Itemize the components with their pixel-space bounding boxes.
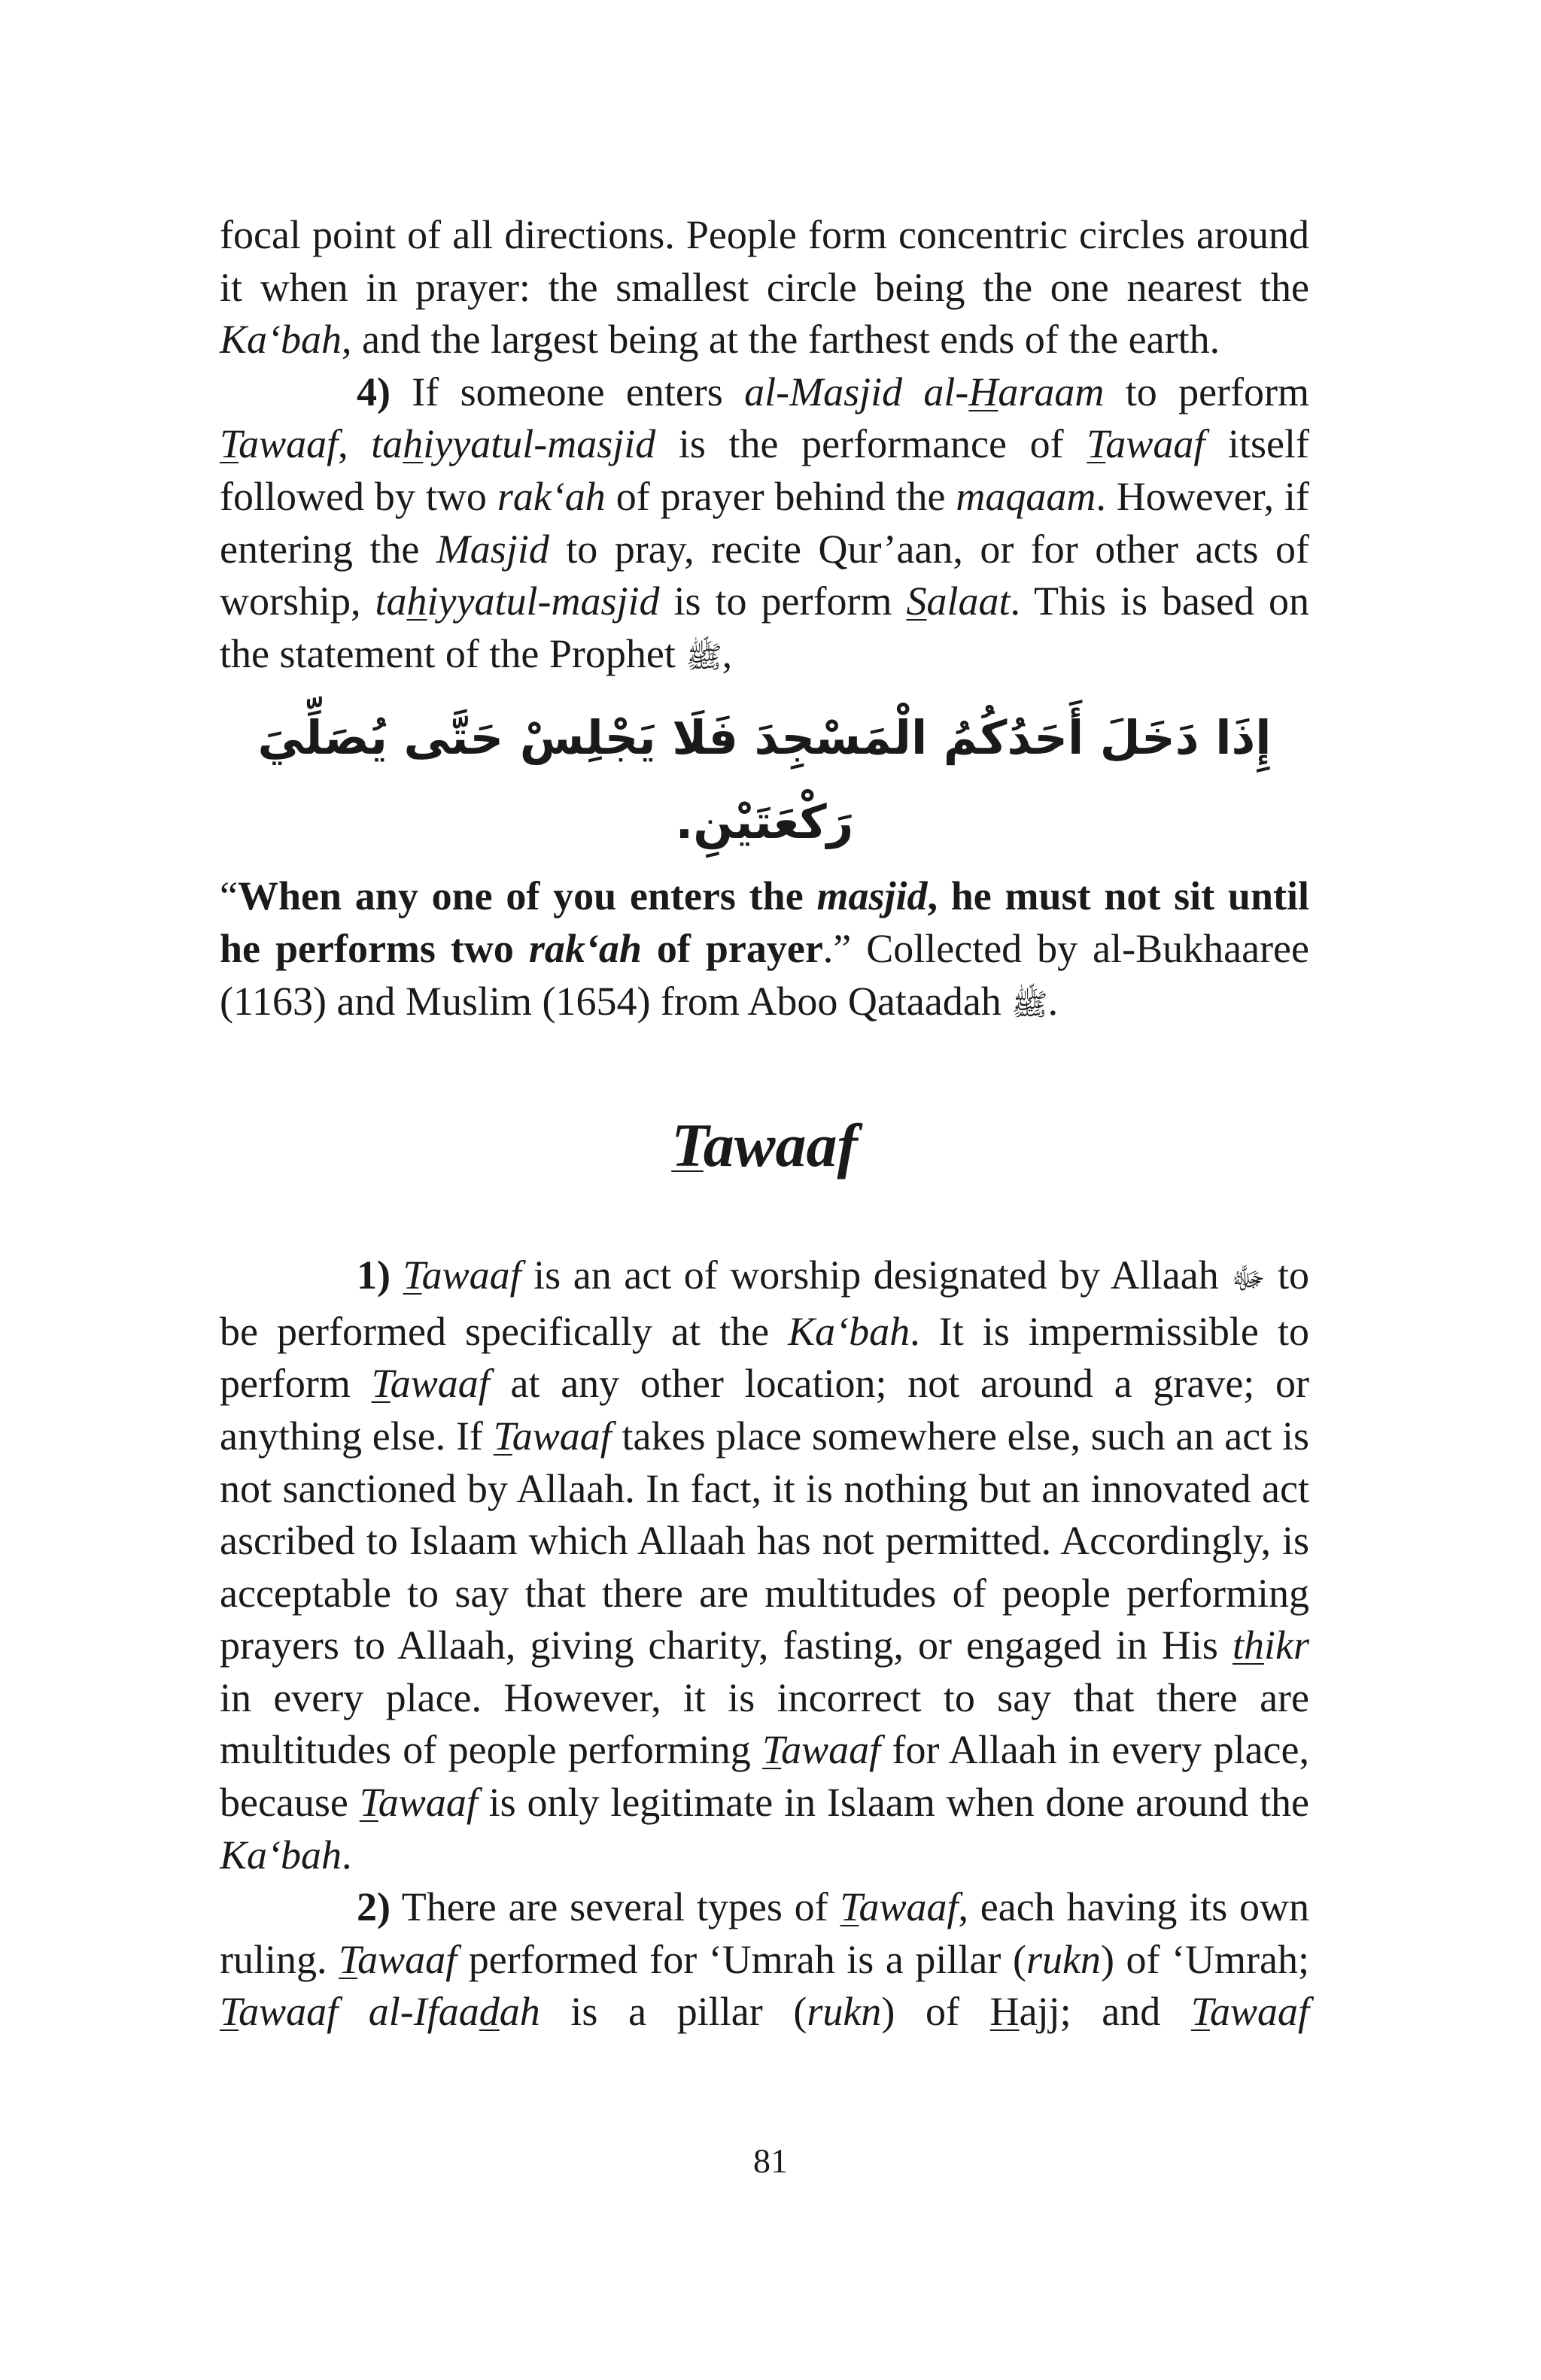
arabic-hadith: إِذَا دَخَلَ أَحَدُكُمُ الْمَسْجِدَ فَلَا يَجْلِسْ حَتَّى يُصَلِّيَ رَكْعَتَيْنِ. <box>257 710 1272 850</box>
tawaaf-point-2: 2) There are several types of Tawaaf, each having its own ruling. Tawaaf performed for ‘Umrah is a pillar (rukn) of ‘Umrah; Tawaaf al-Ifaadah is a pillar (rukn) of Hajj; and Tawaaf <box>220 1884 1309 2035</box>
page-number: 81 <box>753 2142 788 2180</box>
salawat-glyph: ﷺ <box>685 639 722 675</box>
radiallahu-glyph: ﷺ <box>1011 987 1048 1022</box>
tawaaf-point-1: 1) Tawaaf is an act of worship designated by Allaah ﷻ to be performed specifically at the Ka‘bah. It is impermissible to perform Tawaaf at any other location; not around a grave; or anything else. If Tawaaf takes place somewhere else, such an act is not sanctioned by Allaah. In fact, it is nothing but an innovated act ascribed to Islaam which Allaah has not permitted. Accordingly, is acceptable to say that there are multitudes of people performing prayers to Allaah, giving charity, fasting, or engaged in His thikr in every place. However, it is incorrect to say that there are multitudes of people performing Tawaaf for Allaah in every place, because Tawaaf is only legitimate in Islaam when done around the Ka‘bah. <box>220 1252 1309 1878</box>
jalla-glyph: ﷻ <box>1231 1261 1266 1297</box>
page-body <box>220 209 1309 2038</box>
section-heading: Tawaaf <box>671 1111 858 1180</box>
hadith-translation: “When any one of you enters the masjid, he must not sit until he performs two rak‘ah of prayer.” Collected by al-Bukhaaree (1163) and Muslim (1654) from Aboo Qataadah ﷺ. <box>220 873 1309 1024</box>
point-4-paragraph: 4) If someone enters al-Masjid al-Haraam to perform Tawaaf, tahiyyatul-masjid is the performance of Tawaaf itself followed by two rak‘ah of prayer behind the maqaam. However, if entering the Masjid to pray, recite Qur’aan, or for other acts of worship, tahiyyatul-masjid is to perform Salaat. This is based on the statement of the Prophet ﷺ, <box>220 369 1309 676</box>
intro-paragraph: focal point of all directions. People form concentric circles around it when in prayer: the smallest circle being the one nearest the Ka‘bah, and the largest being at the farthest ends of the earth. <box>220 212 1309 363</box>
